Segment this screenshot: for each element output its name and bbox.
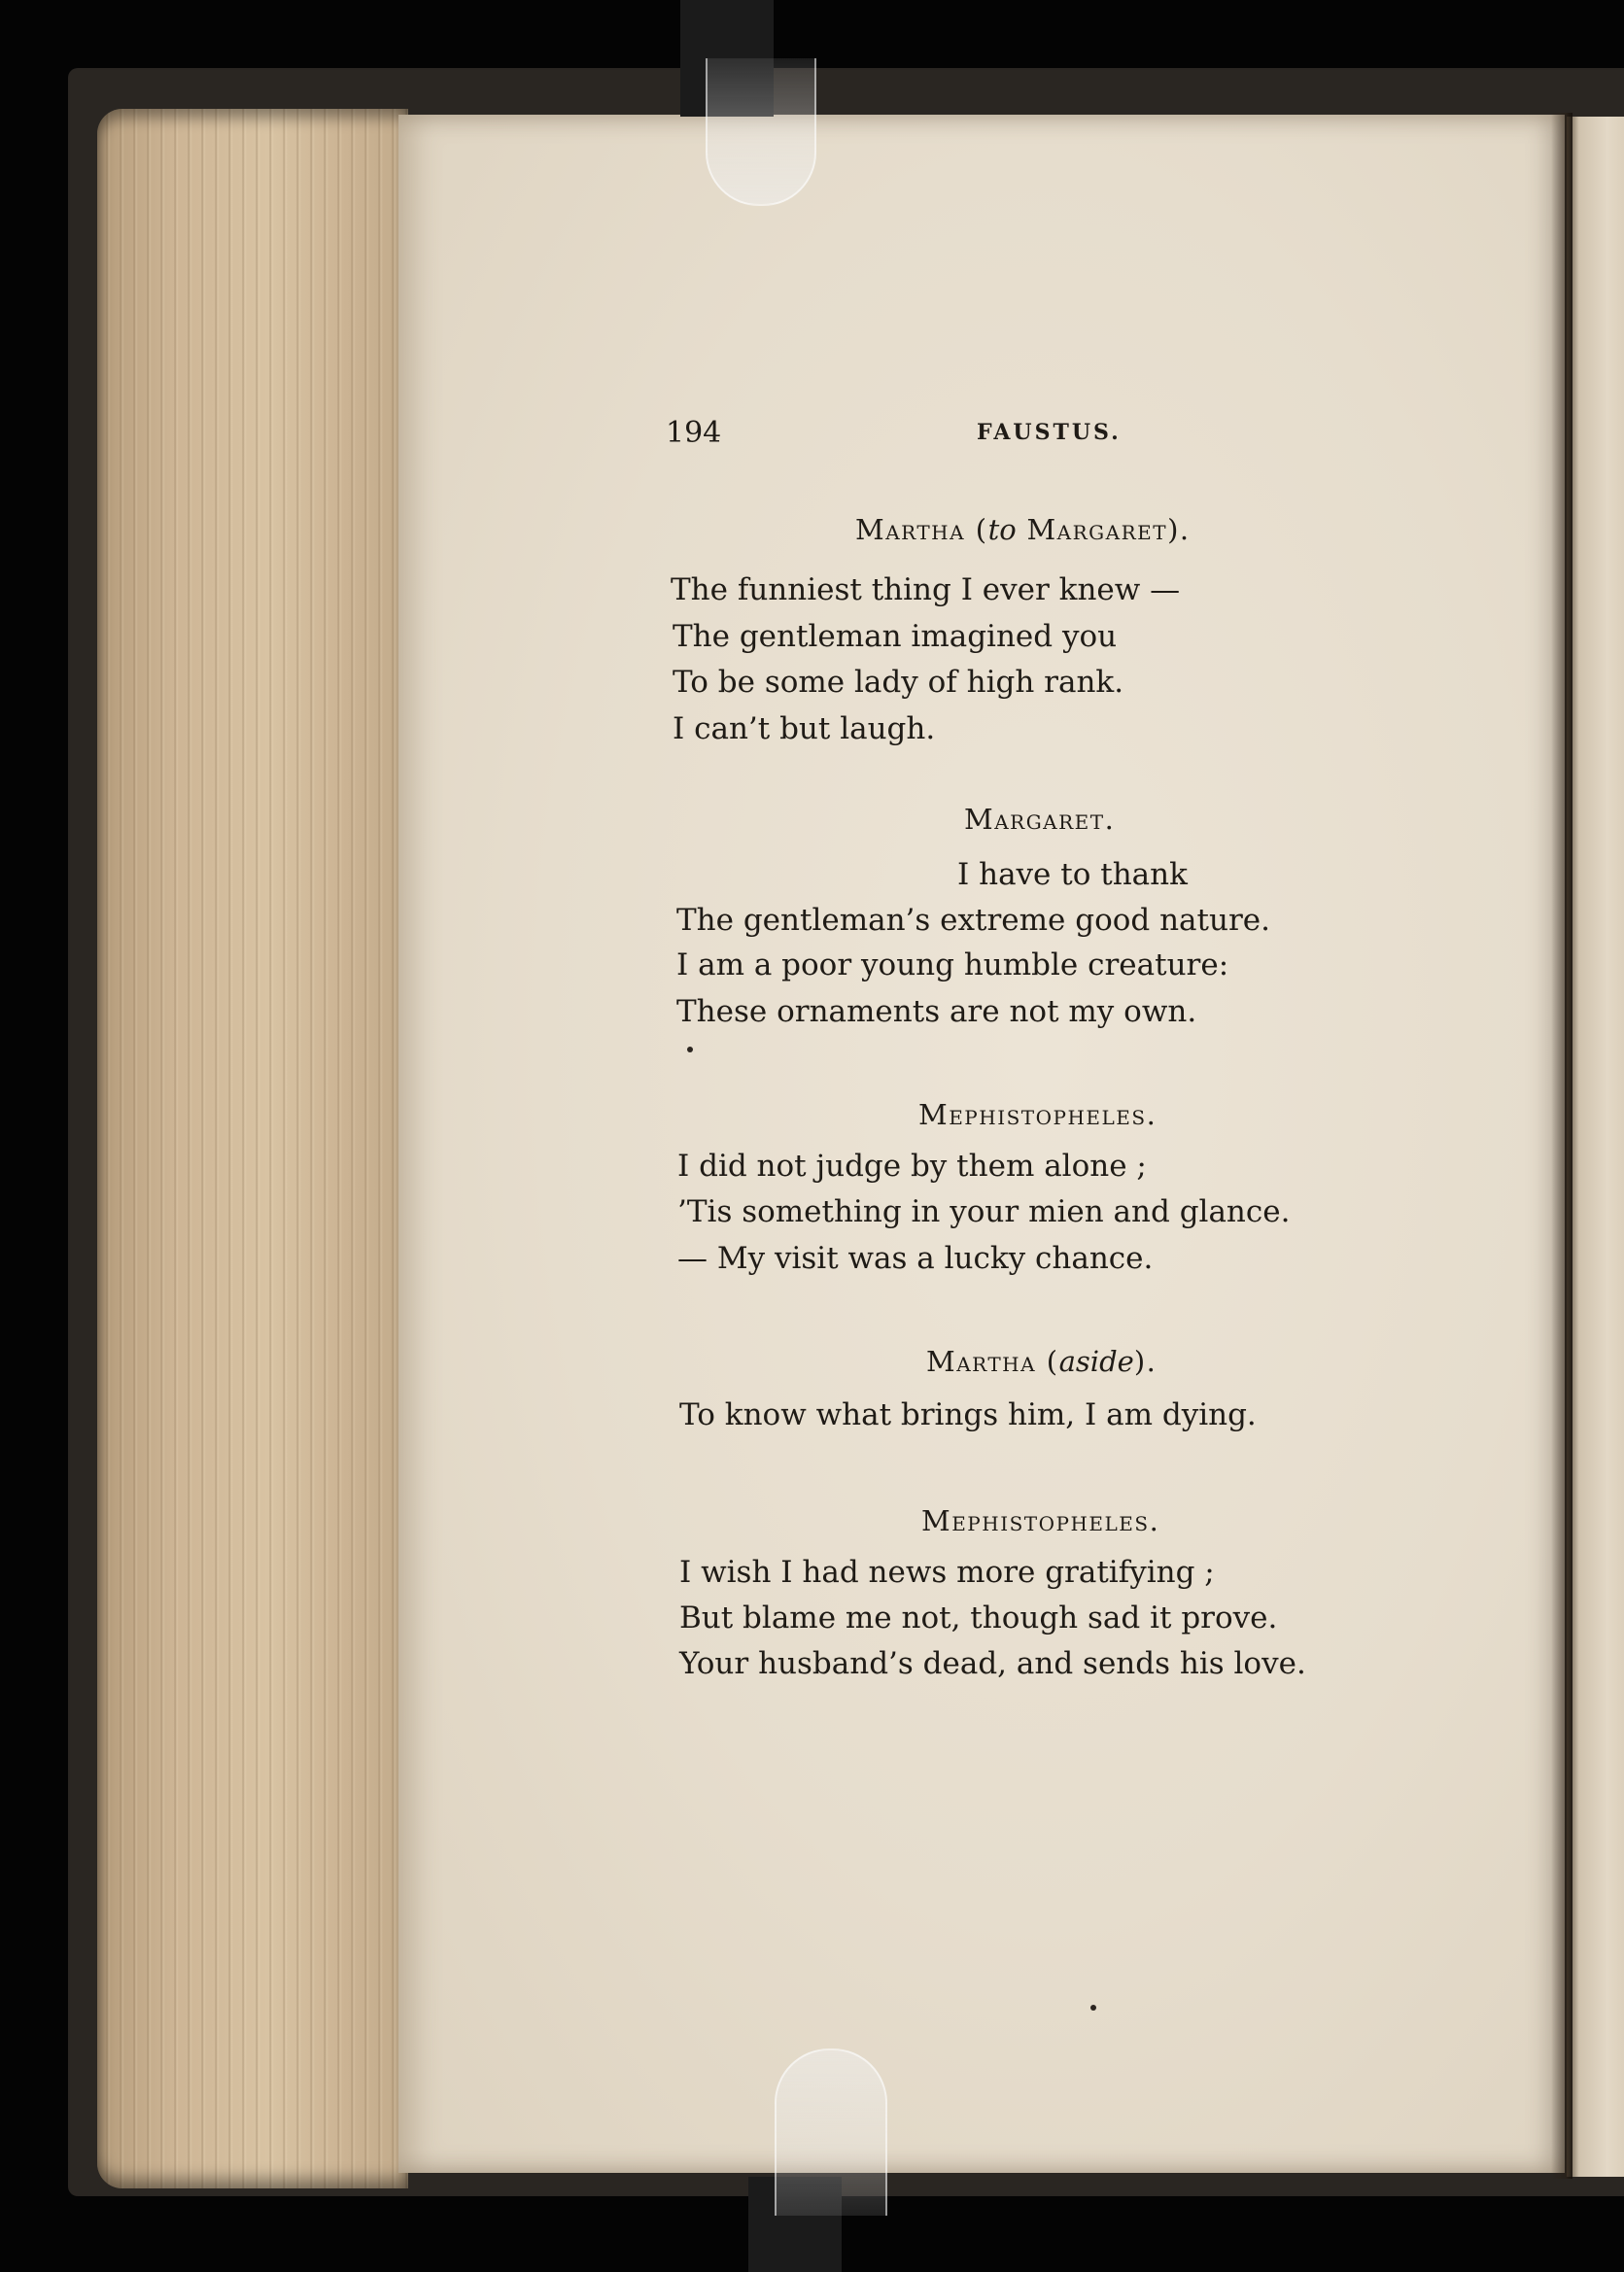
speaker-heading: Mephistopheles. — [921, 1504, 1160, 1537]
verse-line: I am a poor young humble creature: — [676, 947, 1229, 982]
verse-line: The gentleman imagined you — [673, 619, 1118, 654]
verse-line: The gentleman’s extreme good nature. — [676, 903, 1270, 938]
page-fore-edge — [97, 109, 408, 2188]
speaker-heading: Martha (aside). — [926, 1345, 1158, 1378]
ink-speck — [687, 1047, 693, 1052]
verse-line: I wish I had news more gratifying ; — [679, 1555, 1215, 1590]
verse-line: I can’t but laugh. — [673, 711, 936, 746]
verse-line: I did not judge by them alone ; — [677, 1149, 1147, 1184]
speaker-heading: Martha (to Margaret). — [855, 513, 1191, 546]
speaker-heading: Mephistopheles. — [918, 1098, 1158, 1131]
verse-line: The funniest thing I ever knew — — [671, 572, 1181, 607]
ink-speck — [1090, 2005, 1096, 2011]
verse-line: These ornaments are not my own. — [676, 994, 1197, 1029]
page-clamp-top — [706, 58, 816, 206]
book-gutter — [1551, 113, 1572, 2179]
facing-page-edge — [1567, 117, 1624, 2177]
verse-line: — My visit was a lucky chance. — [677, 1241, 1154, 1276]
verse-line: To know what brings him, I am dying. — [679, 1397, 1257, 1432]
running-head: FAUSTUS. — [977, 420, 1122, 445]
verse-line: Your husband’s dead, and sends his love. — [679, 1646, 1306, 1681]
verse-line: But blame me not, though sad it prove. — [679, 1601, 1278, 1635]
verse-line: I have to thank — [957, 857, 1188, 892]
verse-line: To be some lady of high rank. — [673, 665, 1124, 700]
speaker-heading: Margaret. — [964, 803, 1116, 836]
verse-line: ’Tis something in your mien and glance. — [677, 1194, 1291, 1229]
page-number: 194 — [666, 416, 722, 450]
page-clamp-bottom — [775, 2048, 887, 2216]
